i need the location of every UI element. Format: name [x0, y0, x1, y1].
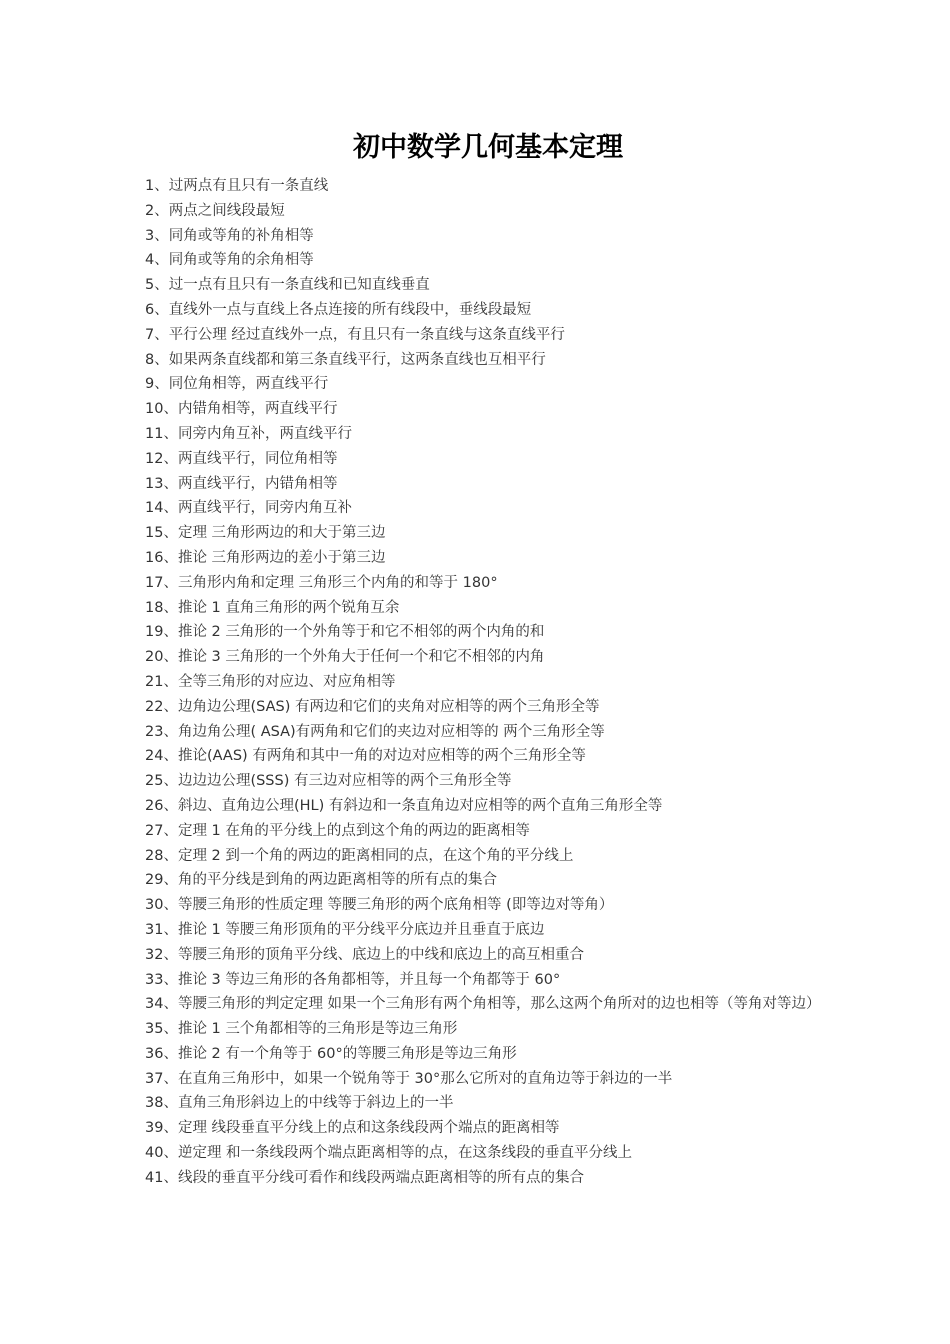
- theorem-item: 15、定理 三角形两边的和大于第三边: [145, 525, 386, 542]
- theorem-item: 4、同角或等角的余角相等: [145, 252, 314, 269]
- theorem-item: 34、等腰三角形的判定定理 如果一个三角形有两个角相等，那么这两个角所对的边也相等（等角对等边）: [145, 996, 821, 1013]
- theorem-item: 36、推论 2 有一个角等于 60°的等腰三角形是等边三角形: [145, 1045, 517, 1062]
- theorem-item: 11、同旁内角互补，两直线平行: [145, 425, 352, 442]
- theorem-item: 35、推论 1 三个角都相等的三角形是等边三角形: [145, 1021, 458, 1038]
- theorem-item: 31、推论 1 等腰三角形顶角的平分线平分底边并且垂直于底边: [145, 921, 545, 938]
- theorem-item: 3、同角或等角的补角相等: [145, 227, 314, 244]
- theorem-item: 23、角边角公理( ASA)有两角和它们的夹边对应相等的 两个三角形全等: [145, 723, 605, 740]
- theorem-item: 19、推论 2 三角形的一个外角等于和它不相邻的两个内角的和: [145, 624, 545, 641]
- theorem-item: 22、边角边公理(SAS) 有两边和它们的夹角对应相等的两个三角形全等: [145, 698, 600, 715]
- theorem-item: 17、三角形内角和定理 三角形三个内角的和等于 180°: [145, 574, 498, 591]
- theorem-item: 5、过一点有且只有一条直线和已知直线垂直: [145, 277, 430, 294]
- theorem-item: 39、定理 线段垂直平分线上的点和这条线段两个端点的距离相等: [145, 1120, 560, 1137]
- theorem-list: [145, 174, 821, 1191]
- theorem-item: 32、等腰三角形的顶角平分线、底边上的中线和底边上的高互相重合: [145, 946, 584, 963]
- theorem-item: 12、两直线平行，同位角相等: [145, 450, 338, 467]
- theorem-item: 33、推论 3 等边三角形的各角都相等，并且每一个角都等于 60°: [145, 971, 561, 988]
- theorem-item: 26、斜边、直角边公理(HL) 有斜边和一条直角边对应相等的两个直角三角形全等: [145, 797, 663, 814]
- theorem-item: 38、直角三角形斜边上的中线等于斜边上的一半: [145, 1095, 454, 1112]
- theorem-item: 30、等腰三角形的性质定理 等腰三角形的两个底角相等 (即等边对等角）: [145, 897, 614, 914]
- theorem-item: 41、线段的垂直平分线可看作和线段两端点距离相等的所有点的集合: [145, 1169, 584, 1186]
- theorem-item: 14、两直线平行，同旁内角互补: [145, 500, 352, 517]
- theorem-item: 18、推论 1 直角三角形的两个锐角互余: [145, 599, 400, 616]
- theorem-item: 25、边边边公理(SSS) 有三边对应相等的两个三角形全等: [145, 773, 512, 790]
- theorem-item: 1、过两点有且只有一条直线: [145, 178, 329, 194]
- theorem-item: 24、推论(AAS) 有两角和其中一角的对边对应相等的两个三角形全等: [145, 748, 586, 765]
- theorem-item: 13、两直线平行，内错角相等: [145, 475, 338, 492]
- theorem-item: 16、推论 三角形两边的差小于第三边: [145, 549, 386, 566]
- theorem-item: 27、定理 1 在角的平分线上的点到这个角的两边的距离相等: [145, 822, 530, 839]
- theorem-item: 8、如果两条直线都和第三条直线平行，这两条直线也互相平行: [145, 351, 546, 368]
- theorem-item: 20、推论 3 三角形的一个外角大于任何一个和它不相邻的内角: [145, 649, 545, 666]
- theorem-item: 9、同位角相等，两直线平行: [145, 376, 329, 393]
- theorem-item: 28、定理 2 到一个角的两边的距离相同的点，在这个角的平分线上: [145, 847, 574, 864]
- theorem-item: 40、逆定理 和一条线段两个端点距离相等的点，在这条线段的垂直平分线上: [145, 1145, 633, 1162]
- theorem-item: 2、两点之间线段最短: [145, 202, 285, 219]
- theorem-item: 7、平行公理 经过直线外一点，有且只有一条直线与这条直线平行: [145, 326, 565, 343]
- theorem-item: 21、全等三角形的对应边、对应角相等: [145, 673, 396, 690]
- theorem-item: 29、角的平分线是到角的两边距离相等的所有点的集合: [145, 872, 497, 889]
- theorem-item: 10、内错角相等，两直线平行: [145, 401, 338, 418]
- theorem-item: 6、直线外一点与直线上各点连接的所有线段中，垂线段最短: [145, 301, 532, 318]
- theorem-item: 37、在直角三角形中，如果一个锐角等于 30°那么它所对的直角边等于斜边的一半: [145, 1070, 673, 1087]
- page-title: 初中数学几何基本定理: [353, 132, 623, 163]
